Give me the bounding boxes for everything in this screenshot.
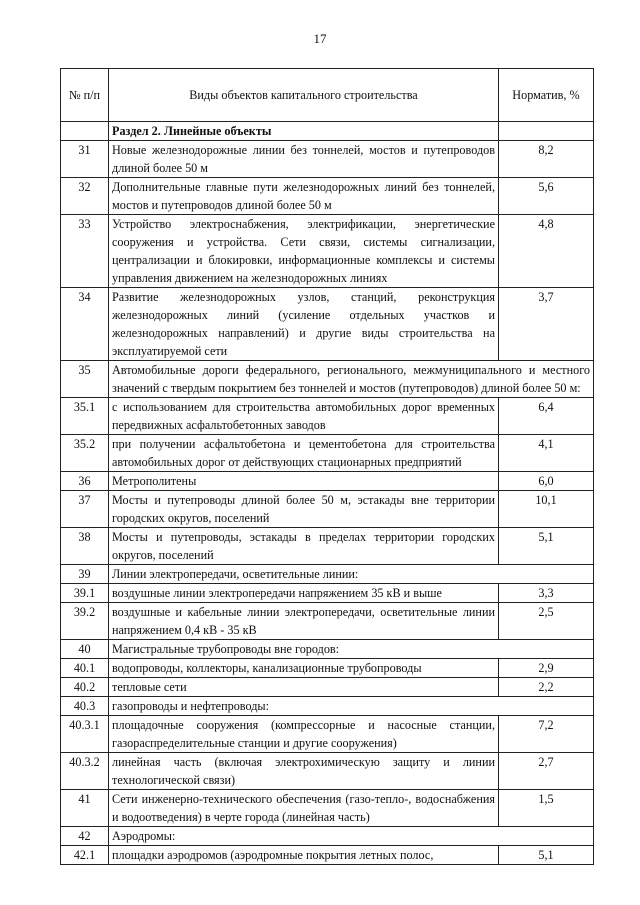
row-description: тепловые сети <box>109 678 499 697</box>
table-row <box>61 141 594 178</box>
row-number: 37 <box>61 491 109 528</box>
row-description: линейная часть (включая электрохимическую защиту и линии технологической связи) <box>109 753 499 790</box>
row-number: 35 <box>61 361 109 398</box>
table-row <box>61 846 594 865</box>
row-description: Линии электропередачи, осветительные линии: <box>109 565 594 584</box>
row-description: Автомобильные дороги федерального, регионального, межмуниципального и местного значений с твердым покрытием без тоннелей и мостов (путепроводов) длиной более 50 м: <box>109 361 594 398</box>
row-description: воздушные и кабельные линии электропередачи, осветительные линии напряжением 0,4 кВ - 35 кВ <box>109 603 499 640</box>
table-row <box>61 361 594 398</box>
row-number: 41 <box>61 790 109 827</box>
row-normative: 4,1 <box>499 435 594 472</box>
row-number: 40.3.1 <box>61 716 109 753</box>
row-number: 40.1 <box>61 659 109 678</box>
row-description: площадки аэродромов (аэродромные покрытия летных полос, <box>109 846 499 865</box>
row-number: 35.2 <box>61 435 109 472</box>
row-normative: 2,5 <box>499 603 594 640</box>
table-row <box>61 472 594 491</box>
table-row <box>61 753 594 790</box>
table-row <box>61 827 594 846</box>
row-normative: 3,3 <box>499 584 594 603</box>
row-description: Устройство электроснабжения, электрификации, энергетические сооружения и устройства. Сети связи, системы сигнализации, централизации и блокировки, информационные комплексы и системы управления движением на железнодорожных линиях <box>109 215 499 288</box>
table-row <box>61 603 594 640</box>
table-row <box>61 790 594 827</box>
row-description: Дополнительные главные пути железнодорожных линий без тоннелей, мостов и путепроводов длиной более 50 м <box>109 178 499 215</box>
row-description: с использованием для строительства автомобильных дорог временных передвижных асфальтобетонных заводов <box>109 398 499 435</box>
section-num-cell <box>61 122 109 141</box>
table-row <box>61 288 594 361</box>
row-description: Аэродромы: <box>109 827 594 846</box>
row-number: 42.1 <box>61 846 109 865</box>
normative-table <box>60 68 594 865</box>
row-number: 39 <box>61 565 109 584</box>
table-row <box>61 178 594 215</box>
row-normative: 2,2 <box>499 678 594 697</box>
row-description: площадочные сооружения (компрессорные и насосные станции, газораспределительные станции и другие сооружения) <box>109 716 499 753</box>
row-number: 40.3.2 <box>61 753 109 790</box>
row-normative: 2,7 <box>499 753 594 790</box>
row-number: 40 <box>61 640 109 659</box>
row-description: водопроводы, коллекторы, канализационные трубопроводы <box>109 659 499 678</box>
row-normative: 2,9 <box>499 659 594 678</box>
row-number: 34 <box>61 288 109 361</box>
section-norm-cell <box>499 122 594 141</box>
row-description: Метрополитены <box>109 472 499 491</box>
row-normative: 6,0 <box>499 472 594 491</box>
row-description: Мосты и путепроводы длиной более 50 м, эстакады вне территории городских округов, поселений <box>109 491 499 528</box>
section-row <box>61 122 594 141</box>
row-description: Мосты и путепроводы, эстакады в пределах территории городских округов, поселений <box>109 528 499 565</box>
table-row <box>61 491 594 528</box>
row-normative: 5,1 <box>499 528 594 565</box>
table-row <box>61 398 594 435</box>
row-description: Сети инженерно-технического обеспечения (газо-тепло-, водоснабжения и водоотведения) в черте города (линейная часть) <box>109 790 499 827</box>
row-normative: 5,6 <box>499 178 594 215</box>
table-row <box>61 215 594 288</box>
row-description: Новые железнодорожные линии без тоннелей, мостов и путепроводов длиной более 50 м <box>109 141 499 178</box>
row-number: 38 <box>61 528 109 565</box>
row-description: газопроводы и нефтепроводы: <box>109 697 594 716</box>
row-number: 35.1 <box>61 398 109 435</box>
row-description: Развитие железнодорожных узлов, станций, реконструкция железнодорожных линий (усиление отдельных участков и железнодорожных направлений) и другие виды строительства на эксплуатируемой сети <box>109 288 499 361</box>
page-number: 17 <box>313 31 327 46</box>
row-description: Магистральные трубопроводы вне городов: <box>109 640 594 659</box>
table-row <box>61 584 594 603</box>
row-normative: 1,5 <box>499 790 594 827</box>
row-normative: 10,1 <box>499 491 594 528</box>
row-normative: 3,7 <box>499 288 594 361</box>
row-number: 39.1 <box>61 584 109 603</box>
header-type: Виды объектов капитального строительства <box>109 69 499 122</box>
row-number: 33 <box>61 215 109 288</box>
table-header-row <box>61 69 594 122</box>
row-normative: 8,2 <box>499 141 594 178</box>
table-row <box>61 697 594 716</box>
row-normative: 6,4 <box>499 398 594 435</box>
header-num: № п/п <box>61 69 109 122</box>
row-description: при получении асфальтобетона и цементобетона для строительства автомобильных дорог от действующих стационарных предприятий <box>109 435 499 472</box>
row-number: 42 <box>61 827 109 846</box>
row-description: воздушные линии электропередачи напряжением 35 кВ и выше <box>109 584 499 603</box>
table-row <box>61 659 594 678</box>
table-row <box>61 678 594 697</box>
table-row <box>61 640 594 659</box>
header-norm: Норматив, % <box>499 69 594 122</box>
row-normative: 5,1 <box>499 846 594 865</box>
row-number: 36 <box>61 472 109 491</box>
table-row <box>61 435 594 472</box>
row-normative: 4,8 <box>499 215 594 288</box>
row-number: 39.2 <box>61 603 109 640</box>
table-row <box>61 565 594 584</box>
row-number: 40.3 <box>61 697 109 716</box>
table-row <box>61 528 594 565</box>
row-number: 31 <box>61 141 109 178</box>
table-row <box>61 716 594 753</box>
section-title: Раздел 2. Линейные объекты <box>109 122 499 141</box>
row-normative: 7,2 <box>499 716 594 753</box>
row-number: 40.2 <box>61 678 109 697</box>
row-number: 32 <box>61 178 109 215</box>
